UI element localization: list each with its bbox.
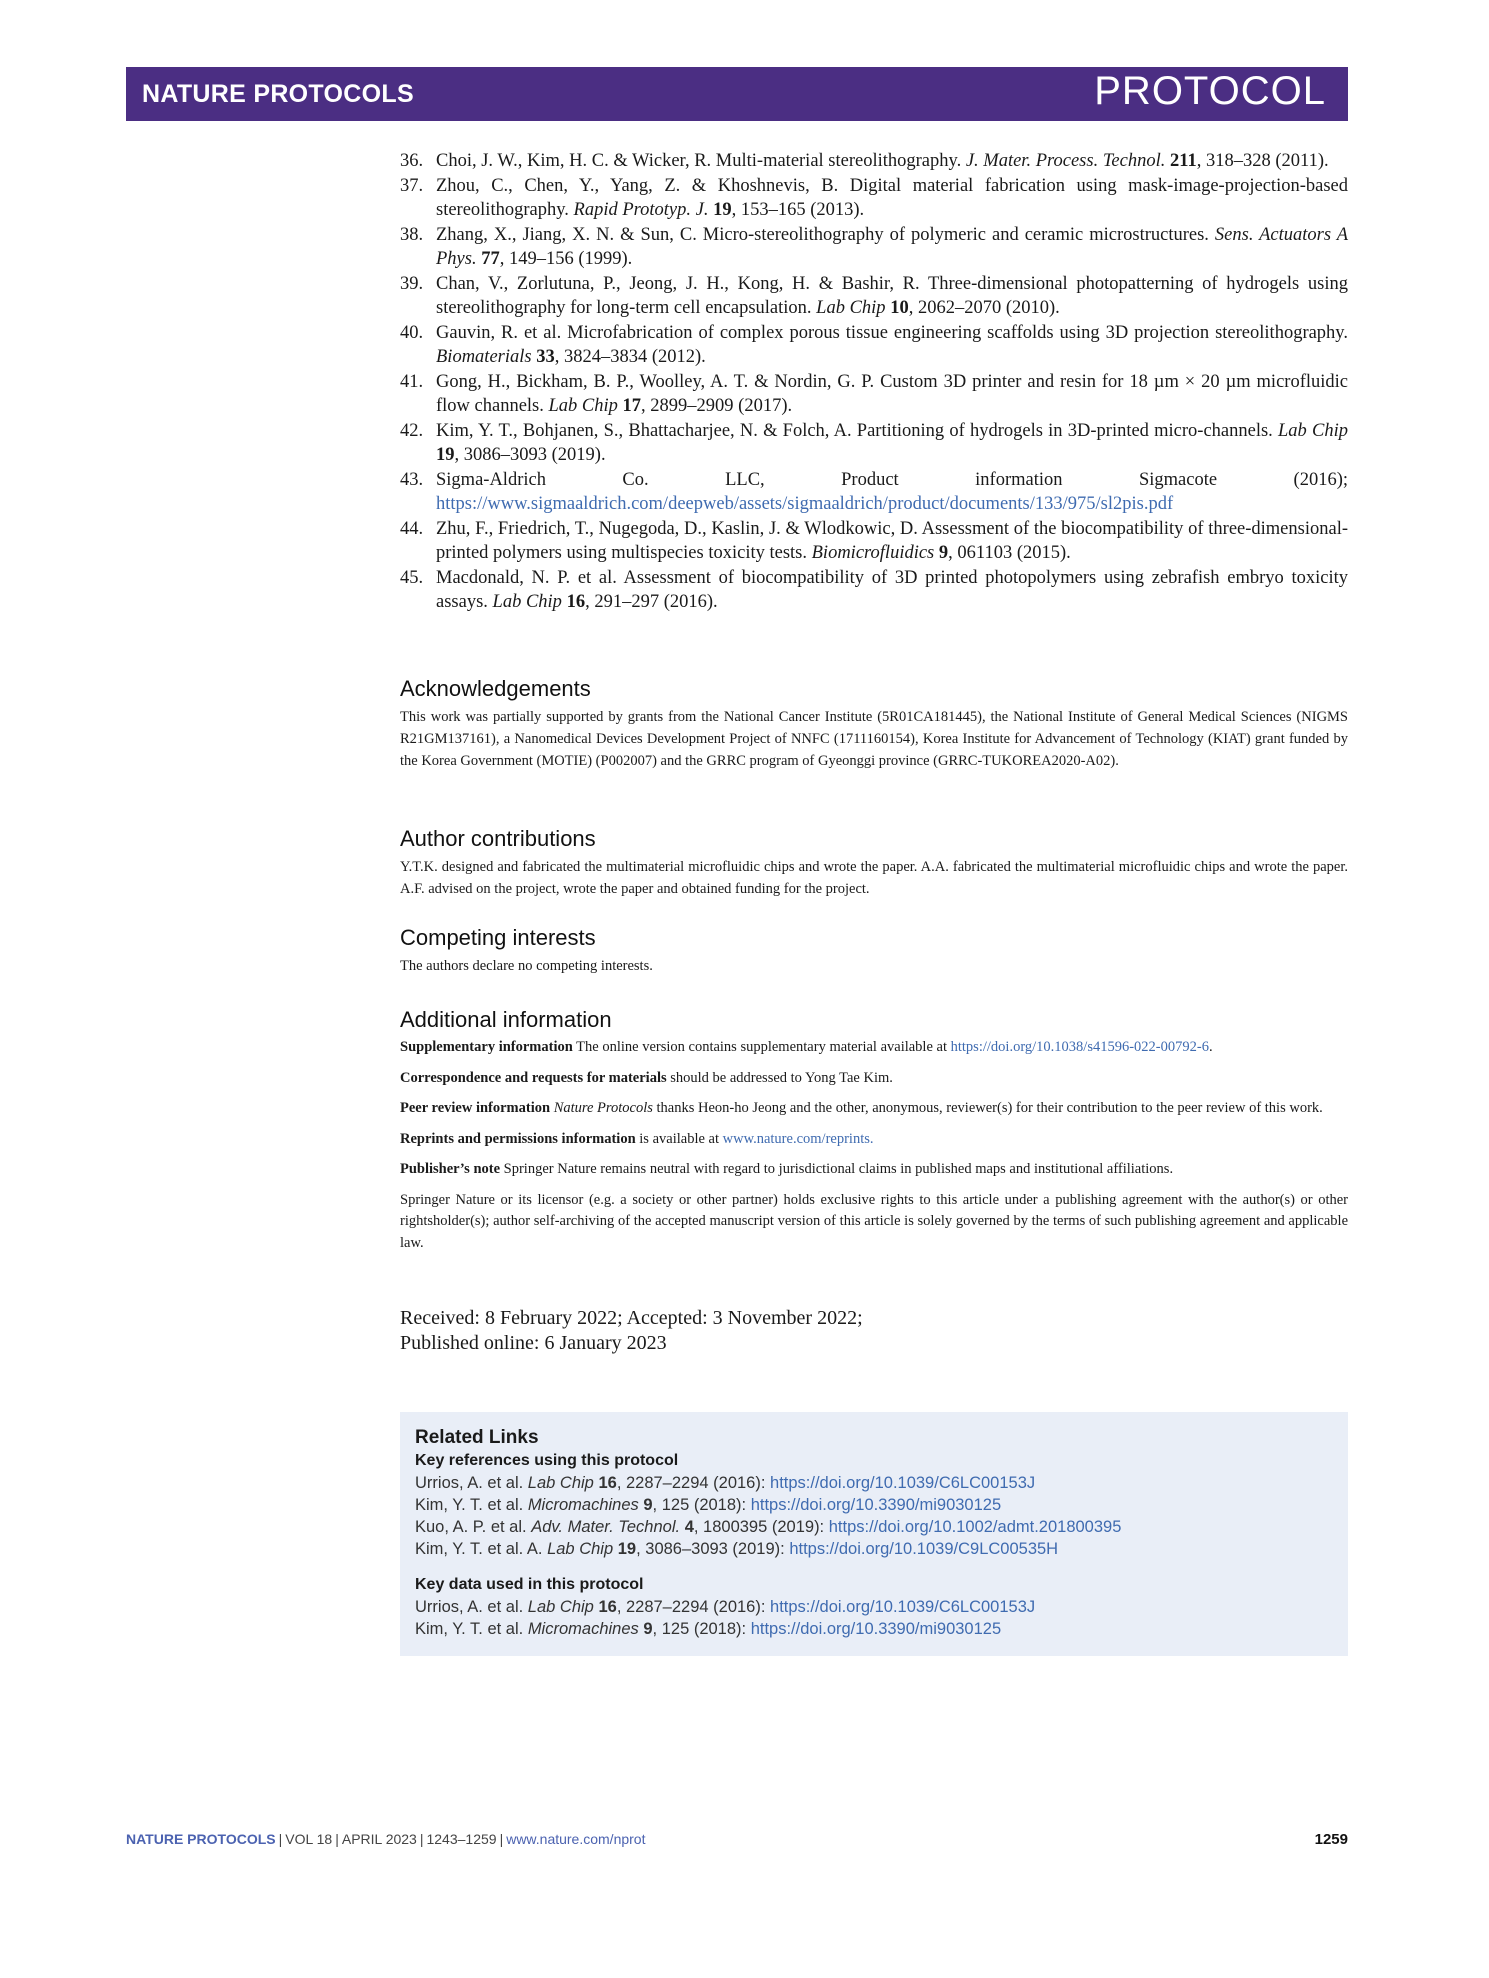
reference-text: Gauvin, R. et al. Microfabrication of complex porous tissue engineering scaffolds using 3D projection stereolithography. Biomaterials 33, 3824–3834 (2012). bbox=[436, 322, 1348, 367]
reference-text: Zhang, X., Jiang, X. N. & Sun, C. Micro-stereolithography of polymeric and ceramic microstructures. Sens. Actuators A Phys. 77, 149–156 (1999). bbox=[436, 224, 1349, 269]
acknowledgements-text: This work was partially supported by grants from the National Cancer Institute (5R01CA181445), the National Institute of General Medical Sciences (NIGMS R21GM137161), a Nanomedical Devices Development Project of NNFC (1711160154), Korea Institute for Advancement of Technology (KIAT) grant funded by the Korea Government (MOTIE) (P002007) and the GRRC program of Gyeonggi province (GRRC-TUKOREA2020-A02). bbox=[400, 709, 1348, 769]
related-link-url[interactable]: https://doi.org/10.3390/mi9030125 bbox=[750, 1496, 1002, 1514]
reference-text: Choi, J. W., Kim, H. C. & Wicker, R. Multi-material stereolithography. J. Mater. Process. Technol. 211, 318–328 (2011). bbox=[436, 151, 1329, 171]
related-link-url[interactable]: https://doi.org/10.1039/C6LC00153J bbox=[770, 1474, 1036, 1492]
reference-text: Chan, V., Zorlutuna, P., Jeong, J. H., Kong, H. & Bashir, R. Three-dimensional photopatterning of hydrogels using stereolithography for long-term cell encapsulation. Lab Chip 10, 2062–2070 (2010). bbox=[436, 273, 1348, 318]
related-link-url[interactable]: https://doi.org/10.1039/C6LC00153J bbox=[770, 1598, 1036, 1616]
reference-item bbox=[400, 321, 1348, 370]
reference-text: Sigma-Aldrich Co. LLC, Product information Sigmacote (2016); https://www.sigmaaldrich.com/deepweb/assets/sigmaaldrich/product/documents/133/975/sl2pis.pdf bbox=[436, 469, 1348, 514]
reference-text: Zhou, C., Chen, Y., Yang, Z. & Khoshnevis, B. Digital material fabrication using mask-image-projection-based stereolithography. Rapid Prototyp. J. 19, 153–165 (2013). bbox=[436, 175, 1348, 220]
additional-information-section bbox=[400, 1007, 1348, 1263]
related-links-title: Related Links bbox=[415, 1427, 539, 1448]
reference-item bbox=[400, 468, 1348, 517]
correspondence-info: Correspondence and requests for materials should be addressed to Yong Tae Kim. bbox=[400, 1069, 893, 1086]
reference-number: 43. bbox=[400, 469, 424, 490]
reference-item bbox=[400, 370, 1348, 419]
footer-date: APRIL 2023 bbox=[341, 1831, 417, 1847]
reference-number: 41. bbox=[400, 371, 424, 392]
related-link-item: Urrios, A. et al. Lab Chip 16, 2287–2294 (2016): https://doi.org/10.1039/C6LC00153J bbox=[415, 1598, 1036, 1616]
publishers-note: Publisher’s note Springer Nature remains neutral with regard to jurisdictional claims in published maps and institutional affiliations. bbox=[400, 1161, 1174, 1177]
reference-item bbox=[400, 174, 1348, 223]
peer-review-info: Peer review information Nature Protocols thanks Heon-ho Jeong and the other, anonymous, reviewer(s) for their contribution to the peer review of this work. bbox=[400, 1100, 1323, 1116]
supplementary-link[interactable]: https://doi.org/10.1038/s41596-022-00792-6 bbox=[950, 1039, 1209, 1055]
publication-dates bbox=[400, 1306, 1348, 1356]
acknowledgements-section bbox=[400, 676, 1348, 772]
reference-number: 39. bbox=[400, 273, 424, 294]
page-number: 1259 bbox=[1314, 1831, 1348, 1848]
reference-list bbox=[400, 149, 1348, 615]
reference-text: Macdonald, N. P. et al. Assessment of biocompatibility of 3D printed photopolymers using zebrafish embryo toxicity assays. Lab Chip 16, 291–297 (2016). bbox=[436, 567, 1348, 612]
related-link-item: Urrios, A. et al. Lab Chip 16, 2287–2294 (2016): https://doi.org/10.1039/C6LC00153J bbox=[415, 1474, 1036, 1492]
related-link-url[interactable]: https://doi.org/10.1039/C9LC00535H bbox=[789, 1540, 1059, 1558]
footer-pages: 1243–1259 bbox=[426, 1831, 497, 1847]
reference-item bbox=[400, 272, 1348, 321]
reprints-info: Reprints and permissions information is available at www.nature.com/reprints. bbox=[400, 1130, 874, 1147]
section-title: Author contributions bbox=[400, 826, 596, 851]
supplementary-info: Supplementary information The online version contains supplementary material available at https://doi.org/10.1038/s41596-022-00792-6. bbox=[400, 1039, 1213, 1055]
rights-statement: Springer Nature or its licensor (e.g. a society or other partner) holds exclusive rights to this article under a publishing agreement with the author(s) or other rightsholder(s); author self-archiving of the accepted manuscript version of this article is solely governed by the terms of such publishing agreement and applicable law. bbox=[400, 1191, 1348, 1251]
received-accepted-dates: Received: 8 February 2022; Accepted: 3 November 2022; bbox=[400, 1307, 863, 1329]
section-title: Additional information bbox=[400, 1007, 612, 1032]
reference-item bbox=[400, 149, 1348, 174]
reprints-link[interactable]: www.nature.com/reprints. bbox=[722, 1130, 874, 1147]
author-contributions-text: Y.T.K. designed and fabricated the multimaterial microfluidic chips and wrote the paper. A.A. fabricated the multimaterial microfluidic chips and wrote the paper. A.F. advised on the project, wrote the paper and obtained funding for the project. bbox=[400, 859, 1348, 897]
footer-url[interactable]: www.nature.com/nprot bbox=[506, 1831, 646, 1847]
reference-number: 44. bbox=[400, 518, 424, 539]
reference-number: 42. bbox=[400, 420, 424, 441]
related-link-url[interactable]: https://doi.org/10.3390/mi9030125 bbox=[750, 1620, 1002, 1638]
related-link-item: Kim, Y. T. et al. A. Lab Chip 19, 3086–3093 (2019): https://doi.org/10.1039/C9LC00535H bbox=[415, 1540, 1059, 1558]
published-date: Published online: 6 January 2023 bbox=[400, 1332, 667, 1354]
reference-text: Gong, H., Bickham, B. P., Woolley, A. T. & Nordin, G. P. Custom 3D printer and resin for 18 µm × 20 µm microfluidic flow channels. Lab Chip 17, 2899–2909 (2017). bbox=[436, 371, 1348, 416]
reference-link[interactable]: https://www.sigmaaldrich.com/deepweb/assets/sigmaaldrich/product/documents/133/975/sl2pis.pdf bbox=[436, 494, 1174, 514]
competing-interests-text: The authors declare no competing interests. bbox=[400, 958, 653, 974]
page-footer: NATURE PROTOCOLS | VOL 18 | APRIL 2023 | 1243–1259 | www.nature.com/nprot 1259 bbox=[126, 1831, 1348, 1848]
related-link-item: Kim, Y. T. et al. Micromachines 9, 125 (2018): https://doi.org/10.3390/mi9030125 bbox=[415, 1496, 1002, 1514]
article-type: PROTOCOL bbox=[1094, 69, 1326, 113]
related-links-box bbox=[400, 1412, 1348, 1656]
reference-text: Zhu, F., Friedrich, T., Nugegoda, D., Kaslin, J. & Wlodkowic, D. Assessment of the biocompatibility of three-dimensional-printed polymers using multispecies toxicity tests. Biomicrofluidics 9, 061103 (2015). bbox=[436, 518, 1348, 563]
author-contributions-section bbox=[400, 826, 1348, 900]
section-title: Competing interests bbox=[400, 925, 596, 950]
reference-item bbox=[400, 419, 1348, 468]
journal-name: NATURE PROTOCOLS bbox=[142, 80, 414, 108]
related-links-heading: Key data used in this protocol bbox=[415, 1576, 644, 1593]
journal-header-bar bbox=[126, 67, 1348, 121]
reference-number: 37. bbox=[400, 175, 424, 196]
related-link-url[interactable]: https://doi.org/10.1002/admt.201800395 bbox=[828, 1518, 1122, 1536]
reference-item bbox=[400, 223, 1348, 272]
reference-number: 45. bbox=[400, 567, 424, 588]
section-title: Acknowledgements bbox=[400, 676, 591, 701]
reference-item bbox=[400, 566, 1348, 615]
related-link-item: Kim, Y. T. et al. Micromachines 9, 125 (2018): https://doi.org/10.3390/mi9030125 bbox=[415, 1620, 1002, 1638]
reference-number: 36. bbox=[400, 151, 424, 171]
competing-interests-section bbox=[400, 925, 1348, 977]
footer-journal: NATURE PROTOCOLS bbox=[126, 1831, 276, 1847]
related-link-item: Kuo, A. P. et al. Adv. Mater. Technol. 4, 1800395 (2019): https://doi.org/10.1002/admt.201800395 bbox=[415, 1518, 1122, 1536]
related-links-heading: Key references using this protocol bbox=[415, 1452, 679, 1469]
reference-text: Kim, Y. T., Bohjanen, S., Bhattacharjee, N. & Folch, A. Partitioning of hydrogels in 3D-printed micro-channels. Lab Chip 19, 3086–3093 (2019). bbox=[436, 420, 1348, 465]
footer-volume: VOL 18 bbox=[285, 1831, 333, 1847]
reference-item bbox=[400, 517, 1348, 566]
reference-number: 40. bbox=[400, 322, 424, 343]
reference-number: 38. bbox=[400, 224, 424, 245]
